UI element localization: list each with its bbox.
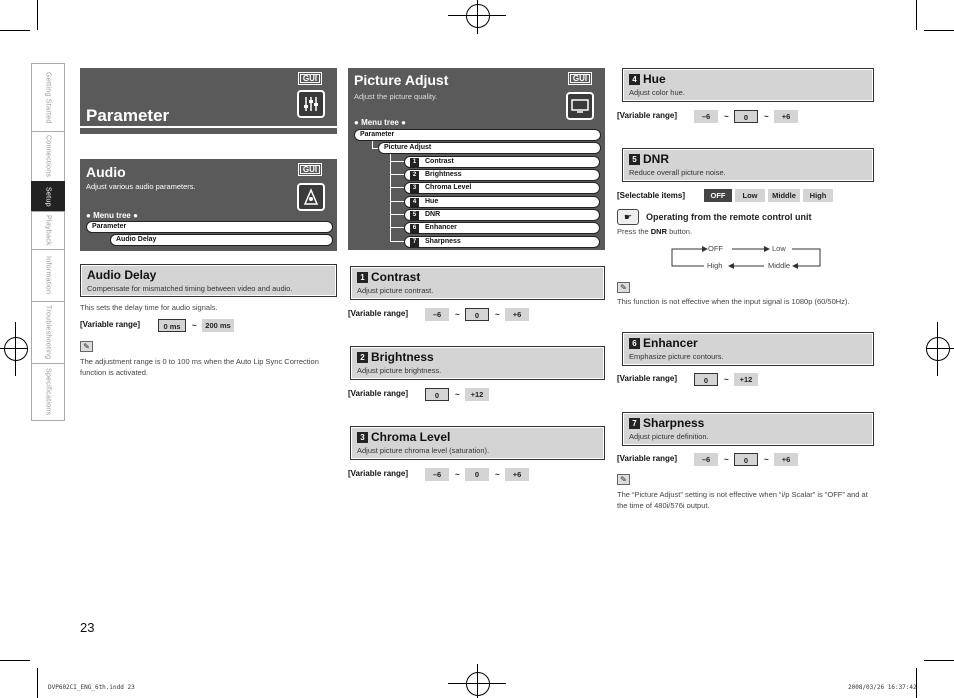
item-low: Low	[735, 189, 765, 202]
tree-line	[390, 227, 404, 228]
audio-delay-icon	[297, 183, 325, 211]
crop-mark	[37, 668, 38, 698]
tab-label: Setup	[44, 186, 52, 207]
crop-mark	[37, 0, 38, 30]
gui-badge: GUI	[298, 163, 322, 176]
tree-line	[390, 174, 404, 175]
sharpness-title: 7 Sharpness	[629, 416, 704, 430]
tree-line	[390, 241, 404, 242]
tab-label: Connections	[44, 135, 52, 178]
tree-picture-adjust: Picture Adjust	[378, 142, 601, 154]
tree-item-dnr: 5 DNR	[404, 209, 600, 221]
press-text: Press the DNR button.	[617, 227, 693, 236]
picture-adjust-header	[348, 68, 605, 250]
contrast-title: 1 Contrast	[357, 270, 420, 284]
crop-mark	[916, 0, 917, 30]
picture-adjust-title: Picture Adjust	[354, 72, 449, 88]
registration-line	[477, 664, 478, 698]
range-max: +6	[774, 110, 798, 123]
chroma-level-title: 3 Chroma Level	[357, 430, 450, 444]
note-icon: ✎	[617, 282, 630, 293]
tree-item-sharpness: 7 Sharpness	[404, 236, 600, 248]
flow-low: Low	[772, 244, 786, 253]
gui-badge: GUI	[298, 72, 322, 85]
picture-adjust-desc: Adjust the picture quality.	[354, 92, 438, 101]
range-label: [Variable range]	[348, 309, 409, 318]
tab-label: Troubleshooting	[44, 305, 52, 360]
tree-line	[390, 161, 404, 162]
tree-item-hue: 4 Hue	[404, 196, 600, 208]
enhancer-section	[622, 332, 874, 366]
flow-off: OFF	[708, 244, 723, 253]
tab-label: Specifications	[44, 368, 52, 416]
page-number: 23	[80, 620, 95, 635]
tab-label: Playback	[44, 215, 52, 246]
crop-mark	[916, 668, 917, 698]
range-min: –6	[425, 468, 449, 481]
registration-mark	[4, 337, 28, 361]
sharpness-note: The “Picture Adjust” setting is not effective when “i/p Scalar” is “OFF” and at the time of 480i/576i output.	[617, 490, 868, 510]
items-label: [Selectable items]	[617, 191, 686, 200]
tree-audio-delay: Audio Delay	[110, 234, 333, 246]
tree-item-enhancer: 6 Enhancer	[404, 222, 600, 234]
range-default: 0	[734, 110, 758, 123]
footer-timestamp: 2008/03/26 16:37:42	[848, 684, 917, 691]
range-default: 0	[734, 453, 758, 466]
range-min: –6	[694, 110, 718, 123]
range-tilde: ~	[764, 112, 769, 121]
registration-mark	[466, 672, 490, 696]
dnr-desc: Reduce overall picture noise.	[629, 168, 726, 177]
crop-mark	[924, 660, 954, 661]
footer-file: DVP602CI_ENG_6th.indd 23	[48, 684, 135, 691]
parameter-title: Parameter	[86, 106, 170, 125]
tab-information[interactable]	[31, 249, 65, 301]
menu-tree-label: ● Menu tree ●	[86, 211, 138, 220]
range-tilde: ~	[724, 375, 729, 384]
registration-mark	[926, 337, 950, 361]
range-label: [Variable range]	[617, 111, 678, 120]
range-label: [Variable range]	[617, 454, 678, 463]
crop-mark	[0, 30, 30, 31]
chroma-level-desc: Adjust picture chroma level (saturation).	[357, 446, 490, 455]
dnr-title: 5 DNR	[629, 152, 669, 166]
tree-line	[390, 187, 404, 188]
audio-delay-section	[80, 264, 337, 297]
brightness-desc: Adjust picture brightness.	[357, 366, 442, 375]
tab-label: Getting Started	[44, 71, 52, 124]
range-min: 0	[694, 373, 718, 386]
registration-mark	[466, 4, 490, 28]
gui-badge: GUI	[568, 72, 592, 85]
audio-delay-desc: Compensate for mismatched timing between video and audio.	[87, 284, 293, 293]
flow-high: High	[707, 261, 723, 270]
item-middle: Middle	[768, 189, 800, 202]
range-min: 0	[425, 388, 449, 401]
range-max: +12	[734, 373, 758, 386]
range-default: 0	[465, 468, 489, 481]
tab-troubleshooting[interactable]	[31, 301, 65, 363]
audio-delay-note: The adjustment range is 0 to 100 ms when the Auto Lip Sync Correction function is activated.	[80, 357, 319, 377]
audio-title: Audio	[86, 164, 126, 180]
range-tilde: ~	[192, 321, 197, 330]
range-max: +6	[505, 468, 529, 481]
audio-header	[80, 159, 337, 251]
range-label: [Variable range]	[80, 320, 141, 329]
tree-item-chroma-level: 3 Chroma Level	[404, 182, 600, 194]
flow-diagram	[668, 244, 828, 272]
side-tabs	[31, 63, 65, 421]
tree-item-contrast: 1 Contrast	[404, 156, 600, 168]
menu-tree-label: ● Menu tree ●	[354, 118, 406, 127]
range-max: 200 ms	[202, 319, 234, 332]
registration-line	[937, 322, 938, 376]
chroma-level-section	[350, 426, 605, 460]
audio-desc: Adjust various audio parameters.	[86, 182, 196, 191]
range-tilde: ~	[455, 470, 460, 479]
registration-line	[0, 348, 28, 349]
hue-title: 4 Hue	[629, 72, 666, 86]
item-high: High	[803, 189, 833, 202]
registration-line	[477, 0, 478, 34]
tab-playback[interactable]	[31, 211, 65, 249]
range-label: [Variable range]	[348, 389, 409, 398]
range-tilde: ~	[724, 455, 729, 464]
registration-line	[926, 348, 954, 349]
registration-line	[15, 322, 16, 376]
hue-desc: Adjust color hue.	[629, 88, 685, 97]
crop-mark	[0, 660, 30, 661]
tree-parameter: Parameter	[354, 129, 601, 141]
parameter-header	[80, 68, 337, 126]
tree-item-brightness: 2 Brightness	[404, 169, 600, 181]
contrast-section	[350, 266, 605, 300]
enhancer-desc: Emphasize picture contours.	[629, 352, 724, 361]
tab-connections[interactable]	[31, 131, 65, 181]
range-max: +6	[774, 453, 798, 466]
tree-line	[390, 154, 391, 242]
range-min: –6	[425, 308, 449, 321]
tab-specifications[interactable]	[31, 363, 65, 421]
enhancer-title: 6 Enhancer	[629, 336, 698, 350]
dnr-section	[622, 148, 874, 182]
tree-line	[390, 214, 404, 215]
sharpness-desc: Adjust picture definition.	[629, 432, 709, 441]
brightness-section	[350, 346, 605, 380]
range-tilde: ~	[724, 112, 729, 121]
range-tilde: ~	[455, 310, 460, 319]
audio-delay-title: Audio Delay	[87, 268, 157, 282]
range-tilde: ~	[495, 310, 500, 319]
range-min: –6	[694, 453, 718, 466]
range-max: +12	[465, 388, 489, 401]
monitor-icon	[566, 92, 594, 120]
range-label: [Variable range]	[617, 374, 678, 383]
range-tilde: ~	[455, 390, 460, 399]
dnr-note: This function is not effective when the input signal is 1080p (60/50Hz).	[617, 297, 850, 306]
contrast-desc: Adjust picture contrast.	[357, 286, 434, 295]
range-label: [Variable range]	[348, 469, 409, 478]
note-icon: ✎	[617, 474, 630, 485]
crop-mark	[924, 30, 954, 31]
range-tilde: ~	[764, 455, 769, 464]
audio-delay-body: This sets the delay time for audio signals.	[80, 303, 218, 312]
parameter-rule	[80, 128, 337, 134]
range-min: 0 ms	[158, 319, 186, 332]
note-icon: ✎	[80, 341, 93, 352]
range-max: +6	[505, 308, 529, 321]
remote-title: Operating from the remote control unit	[646, 212, 812, 222]
hue-section	[622, 68, 874, 102]
equalizer-icon	[297, 90, 325, 118]
sharpness-section	[622, 412, 874, 446]
tree-line	[390, 201, 404, 202]
tab-label: Information	[44, 256, 52, 295]
tab-getting-started[interactable]	[31, 63, 65, 131]
brightness-title: 2 Brightness	[357, 350, 434, 364]
tree-parameter: Parameter	[86, 221, 333, 233]
flow-middle: Middle	[768, 261, 791, 270]
range-default: 0	[465, 308, 489, 321]
tab-setup[interactable]	[31, 181, 65, 211]
remote-icon: ☛	[617, 209, 639, 225]
range-tilde: ~	[495, 470, 500, 479]
item-off: OFF	[704, 189, 732, 202]
